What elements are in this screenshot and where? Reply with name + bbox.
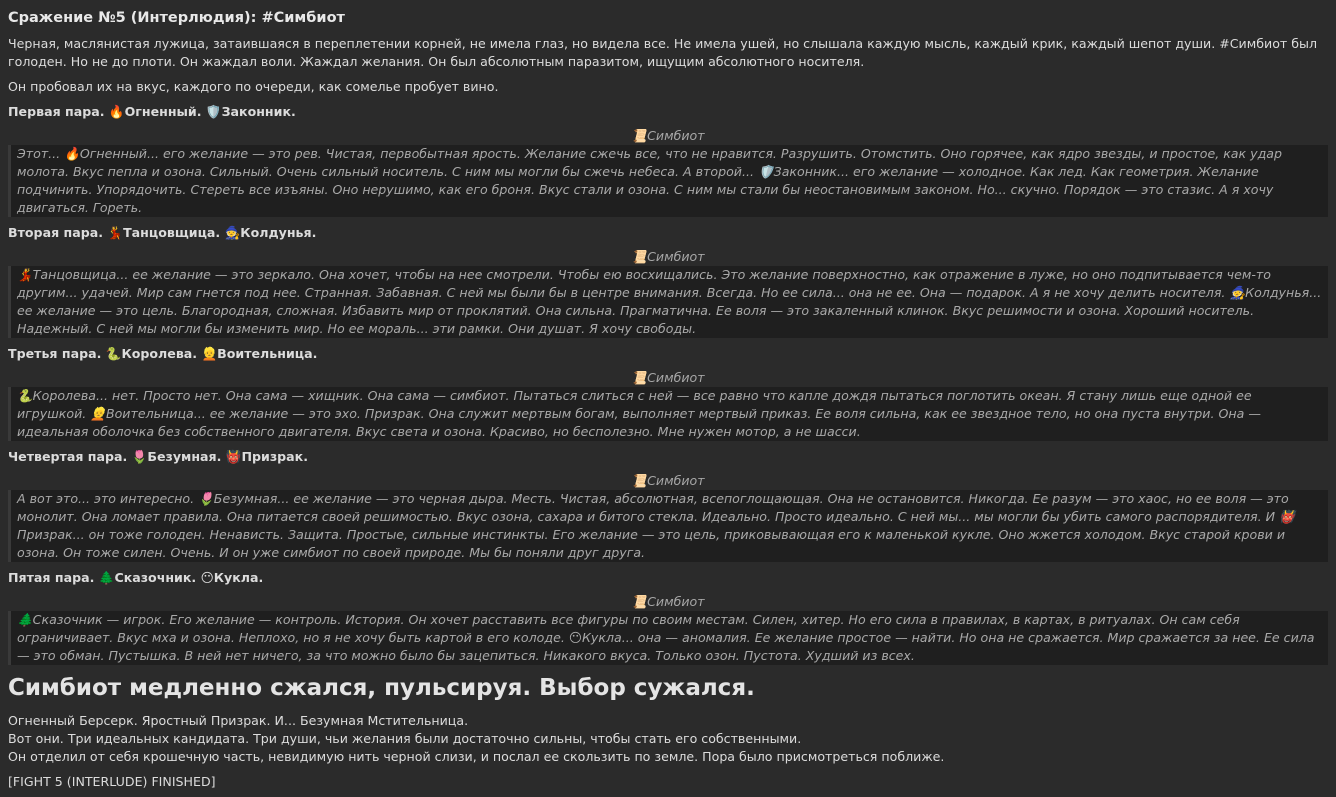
quote-header-4: 📜Симбиот	[631, 473, 705, 488]
symbiote-quote-4: А вот это... это интересно. 🌷Безумная... ее желание — это черная дыра. Месть. Чистая, абсолютная, всепоглощающая. Она не остановится. Никогда. Ее разум — это хаос, но ее воля — это монолит. Она ломает правила. Она питается своей решимостью. Вкус озона, сахара и битого стекла. Идеально. Просто идеально. С ней мы... мы могли бы убить самого распорядителя. И 👹Призрак... он тоже голоден. Ненависть. Защита. Простые, сильные инстинкты. Его желание — это цель, приковывающая его к маленькой кукле. Оно жжется холодом. Вкус старой крови и озона. Он тоже силен. Очень. И он уже симбиот по своей природе. Мы бы поняли друг друга.	[8, 490, 1328, 562]
symbiote-quote-1: Этот... 🔥Огненный... его желание — это рев. Чистая, первобытная ярость. Желание сжечь все, что не нравится. Разрушить. Отомстить. Оно горячее, как ядро звезды, и простое, как удар молота. Вкус пепла и озона. Сильный. Очень сильный носитель. С ним мы могли бы сжечь небеса. А второй... 🛡️Законник... его желание — холодное. Как лед. Как геометрия. Желание подчинить. Упорядочить. Стереть все изъяны. Оно нерушимо, как его броня. Вкус стали и озона. С ним мы стали бы неостановимым законом. Но... скучно. Порядок — это стазис. А я хочу двигаться. Гореть.	[8, 145, 1328, 217]
pair-label-1: Первая пара. 🔥Огненный. 🛡️Законник.	[8, 104, 296, 119]
closing-lines	[8, 712, 1328, 766]
pair-label-3: Третья пара. 🐍Королева. 👱Воительница.	[8, 346, 318, 361]
symbiote-quote-5: 🌲Сказочник — игрок. Его желание — контроль. История. Он хочет расставить все фигуры по своим местам. Силен, хитер. Но его сила в правилах, в картах, в ритуалах. Он сам себя ограничивает. Вкус мха и озона. Неплохо, но я не хочу быть картой в его колоде. 😶Кукла... она — аномалия. Ее желание простое — найти. Но она не сражается. Мир сражается за нее. Ее сила — это обман. Пустышка. В ней нет ничего, за что можно было бы зацепиться. Никакого вкуса. Только озон. Пустота. Худший из всех.	[8, 611, 1328, 665]
fight-finished-status: [FIGHT 5 (INTERLUDE) FINISHED]	[8, 774, 216, 789]
quote-header-3: 📜Симбиот	[631, 370, 705, 385]
quote-header-1: 📜Симбиот	[631, 128, 705, 143]
symbiote-quote-3: 🐍Королева... нет. Просто нет. Она сама — хищник. Она сама — симбиот. Пытаться слиться с ней — все равно что капле дождя пытаться поглотить океан. Я стану лишь еще одной ее игрушкой. 👱Воительница... ее желание — это эхо. Призрак. Она служит мертвым богам, выполняет мертвый приказ. Ее воля сильна, как ее звездное тело, но она пуста внутри. Она — идеальная оболочка без собственного двигателя. Вкус света и озона. Красиво, но бесполезно. Мне нужен мотор, а не шасси.	[8, 387, 1328, 441]
intro-paragraph-2: Он пробовал их на вкус, каждого по очереди, как сомелье пробует вино.	[8, 79, 499, 94]
symbiote-quote-2: 💃Танцовщица... ее желание — это зеркало. Она хочет, чтобы на нее смотрели. Чтобы ею восхищались. Это желание поверхностно, как отражение в луже, но оно подпитывается чем-то другим... удачей. Мир сам гнется под нее. Странная. Забавная. С ней мы были бы в центре внимания. Всегда. Но ее сила... она не ее. Она — подарок. А я не хочу делить носителя. 🧙Колдунья... ее желание — это цель. Благородная, сложная. Избавить мир от проклятий. Она сильна. Прагматична. Ее воля — это закаленный клинок. Вкус решимости и озона. Хороший носитель. Надежный. С ней мы могли бы изменить мир. Но ее мораль... эти рамки. Они душат. Я хочу свободы.	[8, 266, 1328, 338]
quote-header-5: 📜Симбиот	[631, 594, 705, 609]
quote-header-2: 📜Симбиот	[631, 249, 705, 264]
candidates-line: Огненный Берсерк. Яростный Призрак. И... Безумная Мстительница.	[8, 713, 469, 728]
pair-label-5: Пятая пара. 🌲Сказочник. 😶Кукла.	[8, 570, 264, 585]
intro-paragraph-1: Черная, маслянистая лужица, затаившаяся в переплетении корней, не имела глаз, но видела все. Не имела ушей, но слышала каждую мысль, каждый крик, каждый шепот души. #Симбиот был голоден. Но не до плоти. Он жаждал воли. Жаждал желания. Он был абсолютным паразитом, ищущим абсолютного носителя.	[8, 36, 1317, 69]
fight-title: Сражение №5 (Интерлюдия): #Симбиот	[8, 10, 345, 26]
section-heading: Симбиот медленно сжался, пульсируя. Выбор сужался.	[8, 675, 755, 701]
closing-line-1: Вот они. Три идеальных кандидата. Три души, чьи желания были достаточно сильны, чтобы стать его собственными.	[8, 731, 802, 746]
pair-label-2: Вторая пара. 💃Танцовщица. 🧙Колдунья.	[8, 225, 317, 240]
pair-label-4: Четвертая пара. 🌷Безумная. 👹Призрак.	[8, 449, 309, 464]
closing-line-2: Он отделил от себя крошечную часть, невидимую нить черной слизи, и послал ее скользить по земле. Пора было присмотреться поближе.	[8, 749, 945, 764]
